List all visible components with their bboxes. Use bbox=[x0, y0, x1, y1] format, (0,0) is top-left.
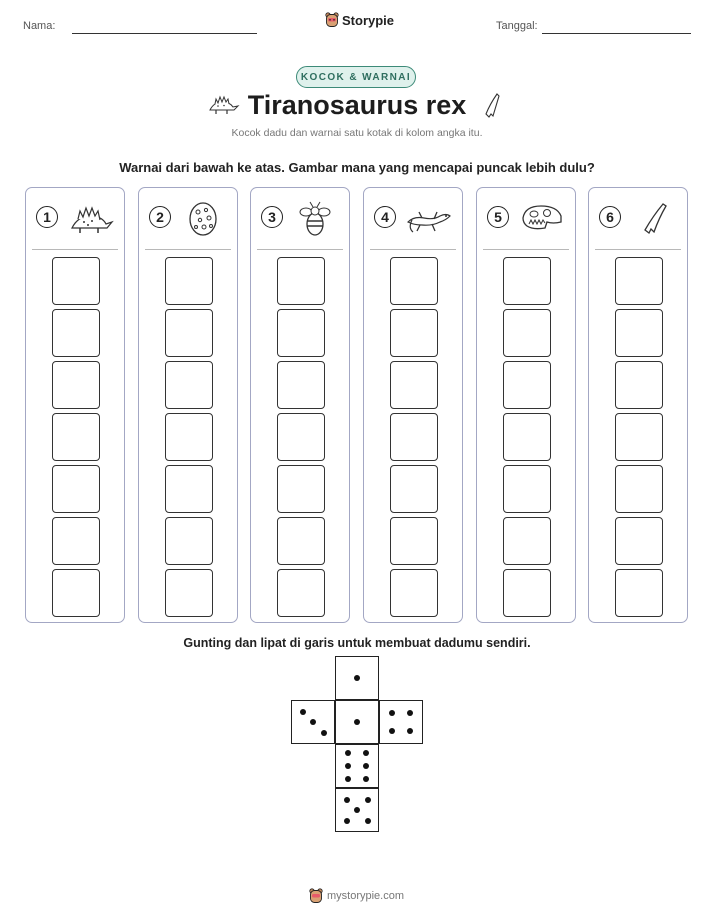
column-6 bbox=[588, 187, 688, 623]
dinosaur-egg-icon bbox=[179, 200, 227, 236]
die-pip bbox=[363, 750, 369, 756]
color-box[interactable] bbox=[503, 465, 551, 513]
date-label: Tanggal: bbox=[496, 20, 538, 32]
column-number: 4 bbox=[374, 206, 396, 228]
name-label: Nama: bbox=[23, 20, 56, 32]
color-box[interactable] bbox=[165, 361, 213, 409]
page-subtitle: Kocok dadu dan warnai satu kotak di kolom angka itu. bbox=[231, 127, 483, 139]
color-box[interactable] bbox=[165, 257, 213, 305]
color-box[interactable] bbox=[503, 517, 551, 565]
die-face-6 bbox=[335, 744, 379, 788]
die-pip bbox=[407, 710, 413, 716]
color-box[interactable] bbox=[615, 361, 663, 409]
die-pip bbox=[344, 797, 350, 803]
stegosaurus-icon bbox=[66, 200, 114, 236]
color-box[interactable] bbox=[165, 309, 213, 357]
color-box[interactable] bbox=[165, 465, 213, 513]
color-box[interactable] bbox=[503, 361, 551, 409]
color-box[interactable] bbox=[390, 361, 438, 409]
column-divider bbox=[145, 249, 231, 250]
page-title: Tiranosaurus rex bbox=[247, 90, 467, 120]
brand-logo bbox=[325, 12, 394, 28]
die-pip bbox=[321, 730, 327, 736]
color-box[interactable] bbox=[503, 569, 551, 617]
column-1 bbox=[25, 187, 125, 623]
name-line bbox=[72, 33, 257, 34]
die-pip bbox=[300, 709, 306, 715]
color-box[interactable] bbox=[165, 413, 213, 461]
bear-mascot-icon bbox=[325, 12, 339, 28]
color-box[interactable] bbox=[615, 517, 663, 565]
die-face-4 bbox=[379, 700, 423, 744]
die-pip bbox=[345, 750, 351, 756]
color-box[interactable] bbox=[615, 309, 663, 357]
column-2 bbox=[138, 187, 238, 623]
column-divider bbox=[370, 249, 456, 250]
column-divider bbox=[595, 249, 681, 250]
column-3 bbox=[250, 187, 350, 623]
die-pip bbox=[389, 710, 395, 716]
color-box[interactable] bbox=[165, 569, 213, 617]
die-face-1 bbox=[335, 700, 379, 744]
die-pip bbox=[363, 763, 369, 769]
color-box[interactable] bbox=[52, 465, 100, 513]
column-divider bbox=[32, 249, 118, 250]
die-pip bbox=[345, 763, 351, 769]
color-box[interactable] bbox=[52, 361, 100, 409]
bear-mascot-footer-icon bbox=[309, 888, 323, 904]
die-instruction: Gunting dan lipat di garis untuk membuat dadumu sendiri. bbox=[183, 636, 531, 650]
color-box[interactable] bbox=[390, 517, 438, 565]
color-box[interactable] bbox=[615, 413, 663, 461]
color-box[interactable] bbox=[390, 413, 438, 461]
color-box[interactable] bbox=[390, 309, 438, 357]
die-pip bbox=[365, 797, 371, 803]
tooth-title-icon bbox=[482, 92, 502, 120]
color-box[interactable] bbox=[277, 361, 325, 409]
column-number: 1 bbox=[36, 206, 58, 228]
die-face-3 bbox=[291, 700, 335, 744]
die-face-5 bbox=[335, 788, 379, 832]
color-box[interactable] bbox=[52, 517, 100, 565]
brand-name: Storypie bbox=[342, 12, 395, 28]
trex-skull-icon bbox=[517, 200, 565, 236]
tooth-claw-icon bbox=[629, 200, 677, 236]
die-face-1 bbox=[335, 656, 379, 700]
die-pip bbox=[344, 818, 350, 824]
die-pip bbox=[310, 719, 316, 725]
die-pip bbox=[363, 776, 369, 782]
column-header bbox=[364, 188, 462, 250]
color-box[interactable] bbox=[277, 257, 325, 305]
column-header bbox=[139, 188, 237, 250]
color-box[interactable] bbox=[277, 569, 325, 617]
color-box[interactable] bbox=[615, 569, 663, 617]
color-box[interactable] bbox=[277, 309, 325, 357]
die-pip bbox=[407, 728, 413, 734]
footer bbox=[309, 888, 404, 904]
color-box[interactable] bbox=[390, 257, 438, 305]
color-box[interactable] bbox=[503, 413, 551, 461]
column-divider bbox=[483, 249, 569, 250]
color-box[interactable] bbox=[52, 257, 100, 305]
color-box[interactable] bbox=[503, 309, 551, 357]
color-box[interactable] bbox=[390, 465, 438, 513]
bee-icon bbox=[291, 200, 339, 236]
date-line bbox=[542, 33, 691, 34]
die-pip bbox=[354, 675, 360, 681]
die-pip bbox=[365, 818, 371, 824]
color-box[interactable] bbox=[277, 517, 325, 565]
die-pip bbox=[354, 807, 360, 813]
die-pip bbox=[389, 728, 395, 734]
color-box[interactable] bbox=[52, 569, 100, 617]
color-box[interactable] bbox=[277, 413, 325, 461]
lizard-icon bbox=[404, 200, 452, 236]
color-box[interactable] bbox=[615, 465, 663, 513]
footer-url: mystorypie.com bbox=[327, 890, 405, 902]
coloring-instruction: Warnai dari bawah ke atas. Gambar mana yang mencapai puncak lebih dulu? bbox=[119, 160, 595, 175]
column-divider bbox=[257, 249, 343, 250]
color-box[interactable] bbox=[615, 257, 663, 305]
column-number: 5 bbox=[487, 206, 509, 228]
color-box[interactable] bbox=[503, 257, 551, 305]
column-number: 6 bbox=[599, 206, 621, 228]
color-box[interactable] bbox=[277, 465, 325, 513]
column-number: 3 bbox=[261, 206, 283, 228]
column-header bbox=[26, 188, 124, 250]
column-4 bbox=[363, 187, 463, 623]
die-pip bbox=[354, 719, 360, 725]
color-box[interactable] bbox=[390, 569, 438, 617]
column-header bbox=[251, 188, 349, 250]
column-header bbox=[477, 188, 575, 250]
column-header bbox=[589, 188, 687, 250]
color-box[interactable] bbox=[52, 413, 100, 461]
color-box[interactable] bbox=[165, 517, 213, 565]
column-5 bbox=[476, 187, 576, 623]
activity-tag: KOCOK & WARNAI bbox=[296, 66, 416, 88]
column-number: 2 bbox=[149, 206, 171, 228]
color-box[interactable] bbox=[52, 309, 100, 357]
die-pip bbox=[345, 776, 351, 782]
